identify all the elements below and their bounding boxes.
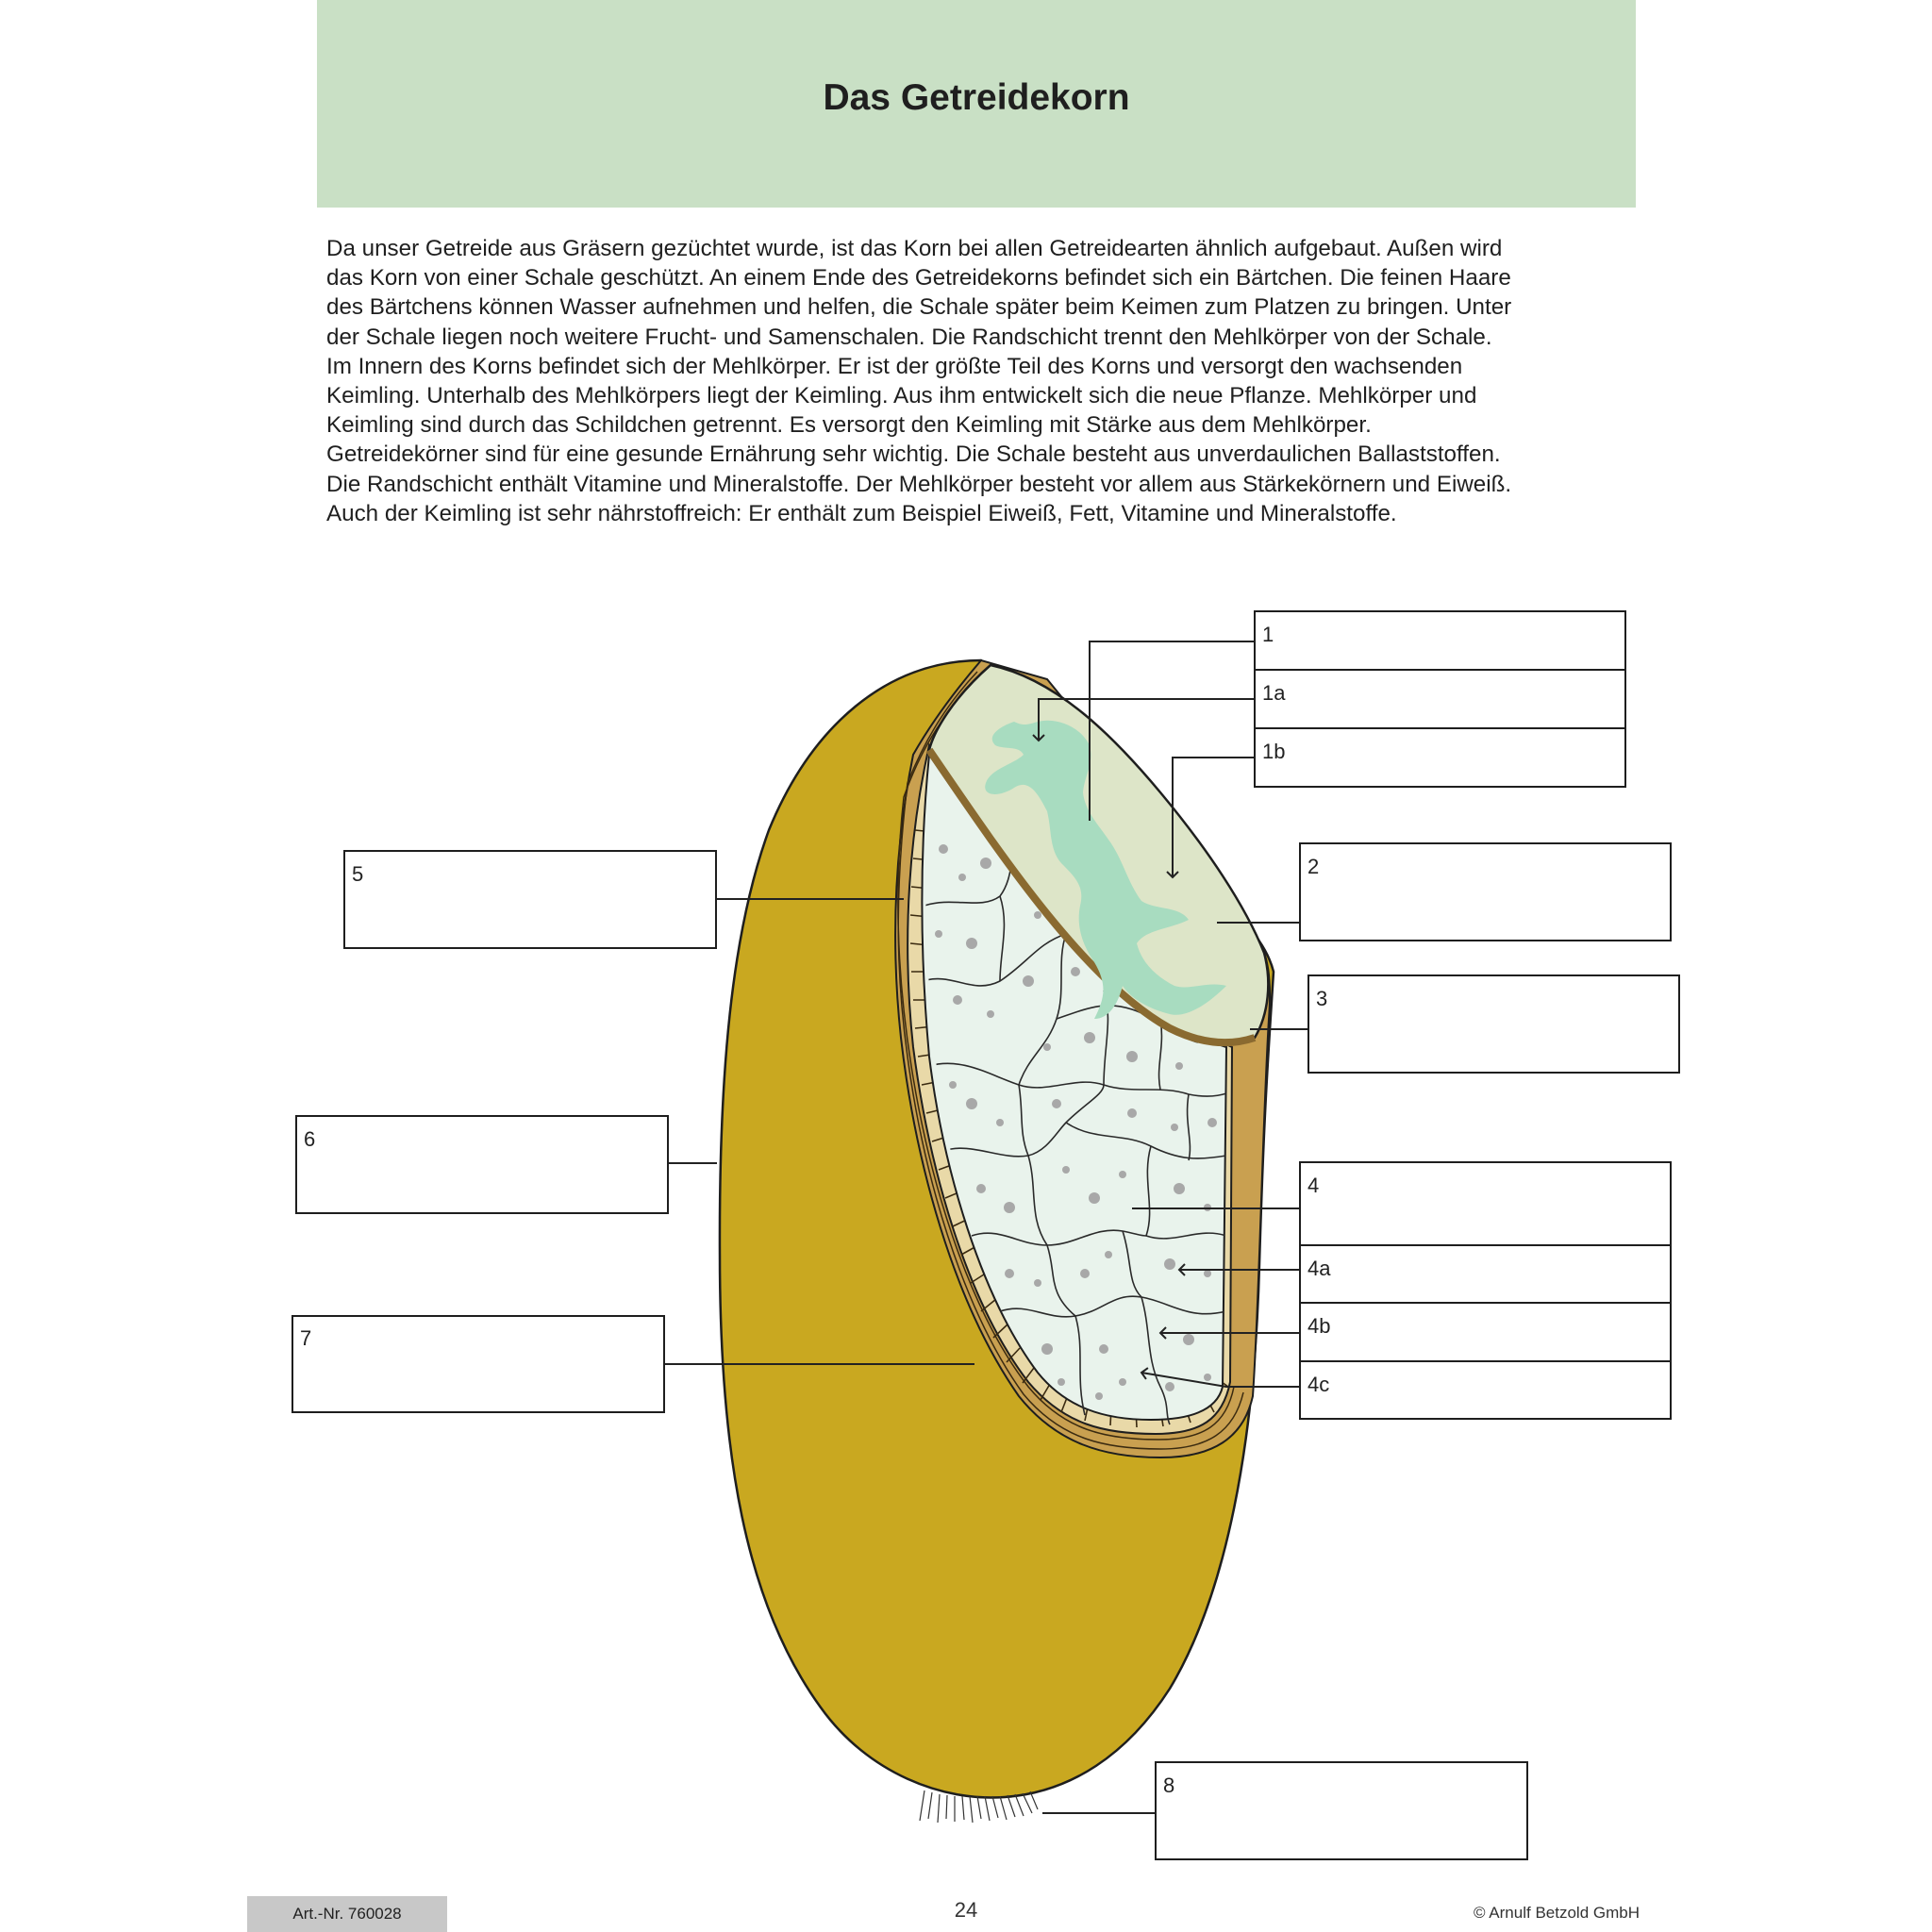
label-number-4a: 4a (1307, 1257, 1331, 1280)
intro-line: Die Randschicht enthält Vitamine und Mineralstoffe. Der Mehlkörper besteht vor allem aus Stärkekörnern und Eiweiß. (326, 471, 1512, 497)
intro-line: Da unser Getreide aus Gräsern gezüchtet wurde, ist das Korn bei allen Getreidearten ähnlich aufgebaut. Außen wird (326, 236, 1503, 261)
label-box-1[interactable] (1255, 611, 1625, 670)
intro-line: Keimling. Unterhalb des Mehlkörpers liegt der Keimling. Aus ihm entwickelt sich die neue Pflanze. Mehlkörper und (326, 383, 1477, 409)
intro-line: das Korn von einer Schale geschützt. An einem Ende des Getreidekorns befindet sich ein Bärtchen. Die feinen Haare (326, 265, 1511, 291)
intro-line: des Bärtchens können Wasser aufnehmen und helfen, die Schale später beim Keimen zum Platzen zu bringen. Unter (326, 294, 1512, 321)
label-box-5[interactable] (344, 851, 716, 948)
label-box-4[interactable] (1300, 1162, 1671, 1245)
label-box-3[interactable] (1308, 975, 1679, 1073)
label-number-6: 6 (304, 1127, 316, 1151)
intro-line: Auch der Keimling ist sehr nährstoffreich: Er enthält zum Beispiel Eiweiß, Fett, Vitamine und Mineralstoffe. (326, 500, 1397, 526)
page-title: Das Getreidekorn (823, 77, 1130, 118)
label-box-4a[interactable] (1300, 1245, 1671, 1303)
label-number-1a: 1a (1262, 681, 1286, 705)
intro-line: Im Innern des Korns befindet sich der Mehlkörper. Er ist der größte Teil des Korns und versorgt den wachsenden (326, 353, 1463, 379)
label-number-4c: 4c (1307, 1373, 1330, 1396)
label-number-8: 8 (1163, 1774, 1175, 1797)
label-box-1a[interactable] (1255, 670, 1625, 728)
copyright: © Arnulf Betzold GmbH (1474, 1904, 1640, 1922)
label-number-4b: 4b (1307, 1314, 1331, 1338)
intro-line: der Schale liegen noch weitere Frucht- und Samenschalen. Die Randschicht trennt den Mehlkörper von der Schale. (326, 324, 1492, 350)
label-number-7: 7 (300, 1326, 312, 1350)
label-box-8[interactable] (1156, 1762, 1527, 1859)
label-box-7[interactable] (292, 1316, 664, 1412)
intro-line: Getreidekörner sind für eine gesunde Ernährung sehr wichtig. Die Schale besteht aus unverdaulichen Ballaststoffen. (326, 441, 1501, 468)
label-box-1b[interactable] (1255, 728, 1625, 787)
label-box-6[interactable] (296, 1116, 668, 1213)
label-number-3: 3 (1316, 987, 1328, 1010)
label-box-4b[interactable] (1300, 1303, 1671, 1361)
label-number-1: 1 (1262, 623, 1274, 646)
label-number-5: 5 (352, 862, 364, 886)
label-number-4: 4 (1307, 1174, 1320, 1197)
article-number: Art.-Nr. 760028 (247, 1896, 447, 1932)
label-number-1b: 1b (1262, 740, 1286, 763)
page-number: 24 (954, 1898, 978, 1922)
label-box-4c[interactable] (1300, 1361, 1671, 1419)
intro-line: Keimling sind durch das Schildchen getrennt. Es versorgt den Keimling mit Stärke aus dem Mehlkörper. (326, 412, 1372, 439)
label-number-2: 2 (1307, 855, 1320, 878)
label-box-2[interactable] (1300, 843, 1671, 941)
